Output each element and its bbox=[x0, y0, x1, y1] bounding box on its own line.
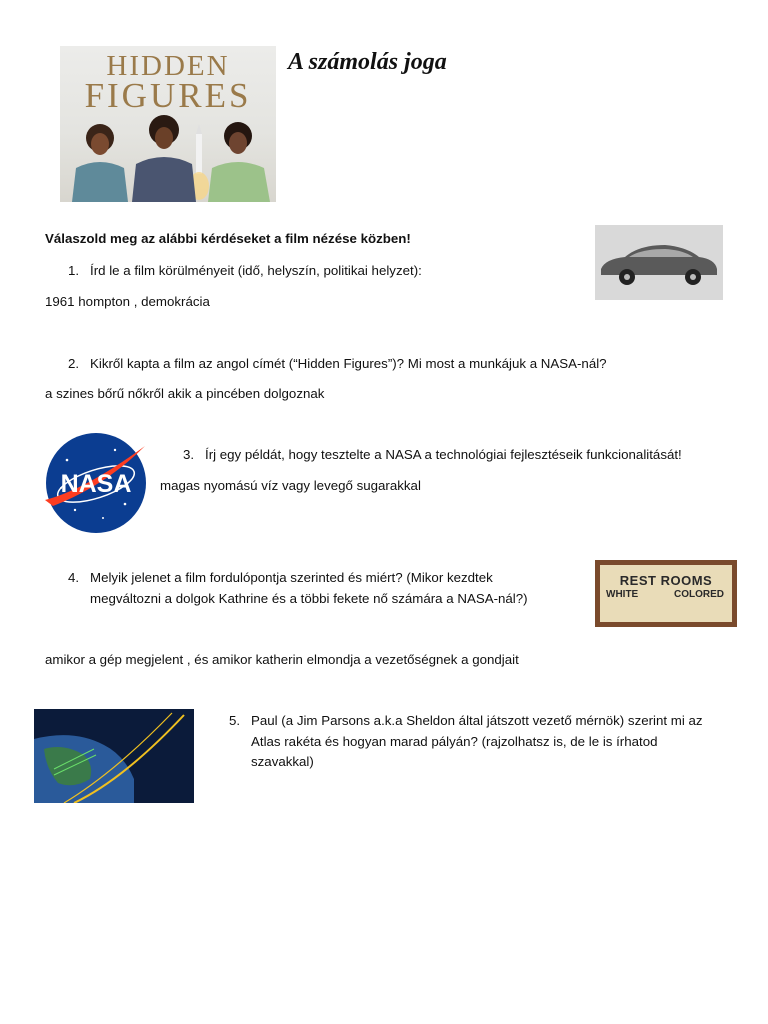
nasa-meatball-icon bbox=[45, 432, 147, 534]
question-2-number: 2. bbox=[68, 356, 80, 371]
question-3-text: Írj egy példát, hogy tesztelte a NASA a technológiai fejlesztéseik funkcionalitását! bbox=[205, 447, 682, 462]
poster-figures-graphic bbox=[60, 46, 276, 202]
answer-3: magas nyomású víz vagy levegő sugarakkal bbox=[160, 478, 421, 493]
orbit-graphic bbox=[34, 709, 194, 803]
question-4-text-line2: megváltozni a dolgok Kathrine és a többi fekete nő számára a NASA-nál?) bbox=[90, 591, 528, 606]
car-graphic bbox=[595, 225, 723, 300]
question-3-number: 3. bbox=[183, 447, 195, 462]
question-1-text: Írd le a film körülményeit (idő, helyszín, politikai helyzet): bbox=[90, 263, 422, 278]
question-5-text-line2: Atlas rakéta és hogyan marad pályán? (rajzolhatsz is, de le is írhatod bbox=[251, 734, 658, 749]
vintage-car-image bbox=[595, 225, 723, 300]
question-2-text: Kikről kapta a film az angol címét (“Hidden Figures”)? Mi most a munkájuk a NASA-nál? bbox=[90, 356, 607, 371]
question-5-text-line1: Paul (a Jim Parsons a.k.a Sheldon által játszott vezető mérnök) szerint mi az bbox=[251, 713, 703, 728]
hidden-figures-poster bbox=[60, 46, 276, 202]
page-title: A számolás joga bbox=[288, 49, 447, 75]
instructions-heading: Válaszold meg az alábbi kérdéseket a film nézése közben! bbox=[45, 231, 411, 246]
question-1-number: 1. bbox=[68, 263, 80, 278]
question-5-text-line3: szavakkal) bbox=[251, 754, 314, 769]
poster-title-line2: FIGURES bbox=[84, 76, 252, 115]
rest-rooms-sign bbox=[595, 560, 737, 627]
orbit-map-image bbox=[34, 709, 194, 803]
answer-4: amikor a gép megjelent , és amikor katherin elmondja a vezetőségnek a gondjait bbox=[45, 652, 519, 667]
question-5-number: 5. bbox=[229, 713, 241, 728]
poster-title-line1: HIDDEN bbox=[106, 50, 230, 82]
answer-2: a szines bőrű nőkről akik a pincében dolgoznak bbox=[45, 386, 325, 401]
sign-title: REST ROOMS bbox=[619, 573, 713, 588]
nasa-logo-text: NASA bbox=[60, 470, 132, 498]
sign-right-label: COLORED bbox=[674, 589, 724, 600]
nasa-logo bbox=[45, 432, 147, 534]
question-4-text-line1: Melyik jelenet a film fordulópontja szerinted és miért? (Mikor kezdtek bbox=[90, 570, 493, 585]
answer-1: 1961 hompton , demokrácia bbox=[45, 294, 210, 309]
question-4-number: 4. bbox=[68, 570, 80, 585]
sign-left-label: WHITE bbox=[606, 589, 639, 600]
